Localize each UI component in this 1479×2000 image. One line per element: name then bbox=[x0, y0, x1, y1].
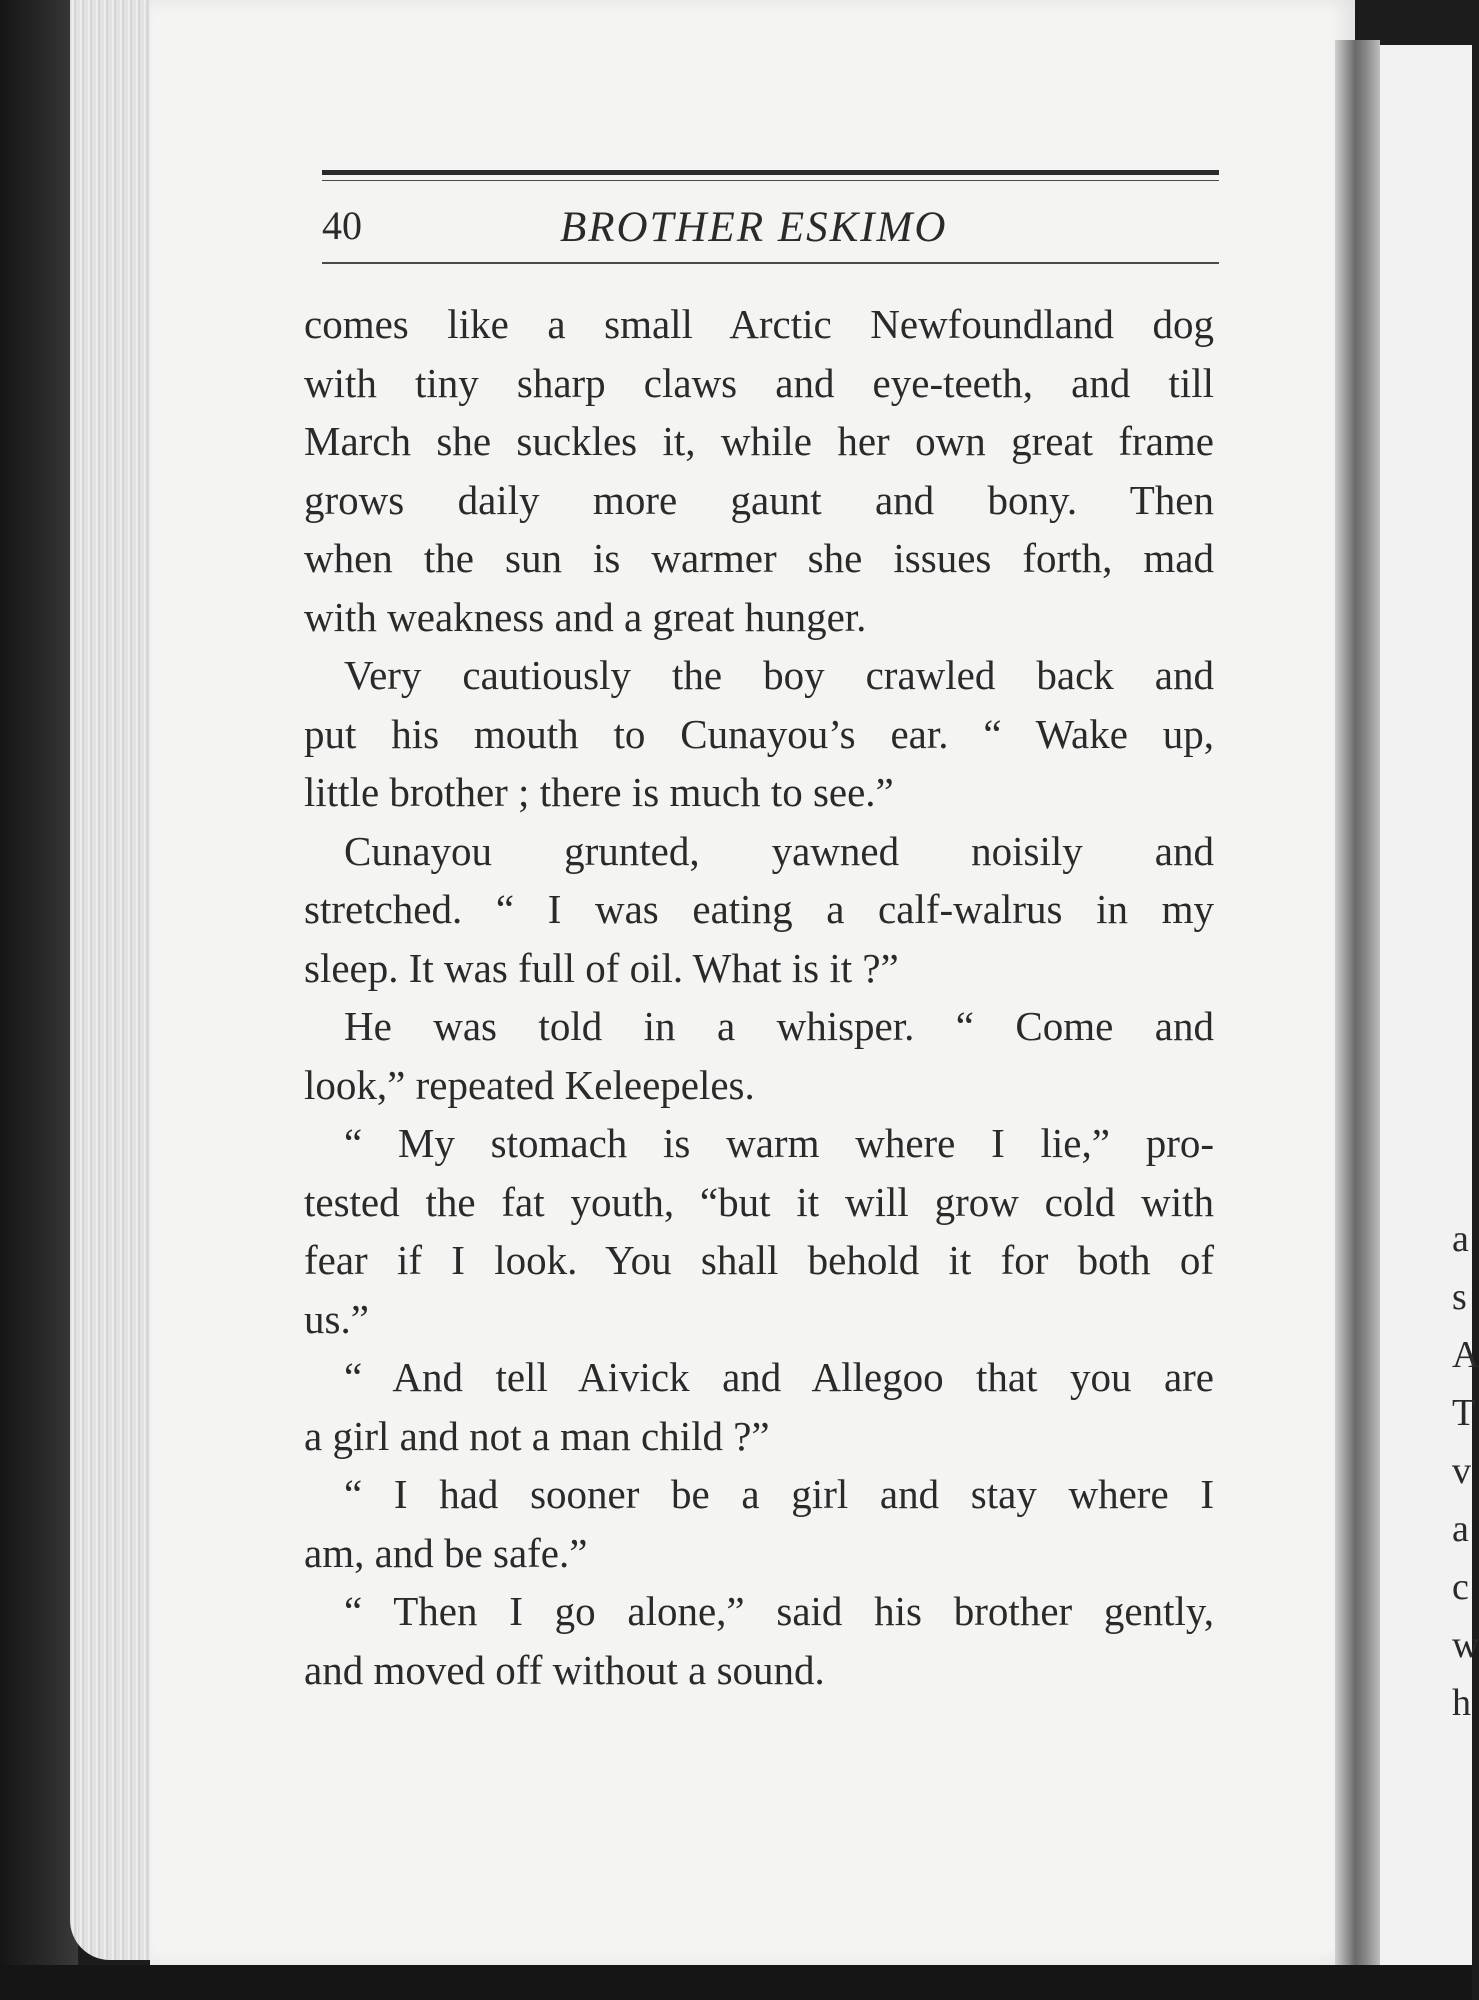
text-line: tested the fat youth, “but it will grow cold with bbox=[304, 1178, 1214, 1225]
text-line: when the sun is warmer she issues forth, mad bbox=[304, 535, 1214, 581]
text-line: sleep. It was full of oil. What is it ?” bbox=[304, 944, 899, 991]
text-line: put his mouth to Cunayou’s ear. “ Wake up, bbox=[304, 710, 1214, 757]
facing-page-letter: a bbox=[1452, 1218, 1469, 1260]
facing-page-letter: w bbox=[1452, 1624, 1479, 1666]
header-rule-thick bbox=[322, 170, 1219, 175]
facing-page-letter: v bbox=[1452, 1450, 1471, 1492]
book-gutter bbox=[1335, 40, 1380, 1970]
text-line: March she suckles it, while her own great frame bbox=[304, 418, 1214, 464]
header-rule-thin bbox=[322, 180, 1219, 181]
text-line: He was told in a whisper. “ Come and bbox=[344, 1003, 1214, 1049]
scanner-bed-bottom bbox=[0, 1965, 1472, 2000]
page-number: 40 bbox=[322, 203, 362, 248]
text-line: fear if I look. You shall behold it for both of bbox=[304, 1237, 1214, 1283]
facing-page-letter: T bbox=[1452, 1392, 1476, 1434]
text-line: with weakness and a great hunger. bbox=[304, 593, 867, 640]
header-rule-under bbox=[322, 262, 1219, 264]
running-head: BROTHER ESKIMO bbox=[560, 204, 948, 251]
facing-page-letter: A bbox=[1452, 1334, 1479, 1376]
text-line: “ And tell Aivick and Allegoo that you are bbox=[344, 1354, 1214, 1400]
facing-page-letter: h bbox=[1452, 1682, 1471, 1724]
text-line: “ Then I go alone,” said his brother gently, bbox=[344, 1588, 1214, 1634]
text-line: little brother ; there is much to see.” bbox=[304, 769, 894, 815]
text-line: stretched. “ I was eating a calf-walrus in my bbox=[304, 886, 1214, 932]
text-line: a girl and not a man child ?” bbox=[304, 1412, 770, 1459]
text-line: grows daily more gaunt and bony. Then bbox=[304, 476, 1214, 523]
text-line: “ I had sooner be a girl and stay where I bbox=[344, 1471, 1214, 1517]
text-line: with tiny sharp claws and eye-teeth, and till bbox=[304, 359, 1214, 406]
text-line: us.” bbox=[304, 1295, 369, 1342]
book-cover-edge bbox=[0, 0, 78, 2000]
body-text bbox=[304, 295, 1214, 1699]
text-line: am, and be safe.” bbox=[304, 1529, 588, 1576]
text-line: comes like a small Arctic Newfoundland dog bbox=[304, 301, 1214, 347]
text-line: look,” repeated Keleepeles. bbox=[304, 1061, 755, 1108]
text-line: “ My stomach is warm where I lie,” pro- bbox=[344, 1120, 1214, 1166]
text-line: and moved off without a sound. bbox=[304, 1646, 825, 1693]
text-line: Cunayou grunted, yawned noisily and bbox=[344, 827, 1214, 874]
page-stack-edges bbox=[70, 0, 160, 1960]
facing-page-letter: c bbox=[1452, 1566, 1469, 1608]
facing-page-letter: a bbox=[1452, 1508, 1469, 1550]
facing-page-letter: s bbox=[1452, 1276, 1467, 1318]
text-line: Very cautiously the boy crawled back and bbox=[344, 652, 1214, 698]
